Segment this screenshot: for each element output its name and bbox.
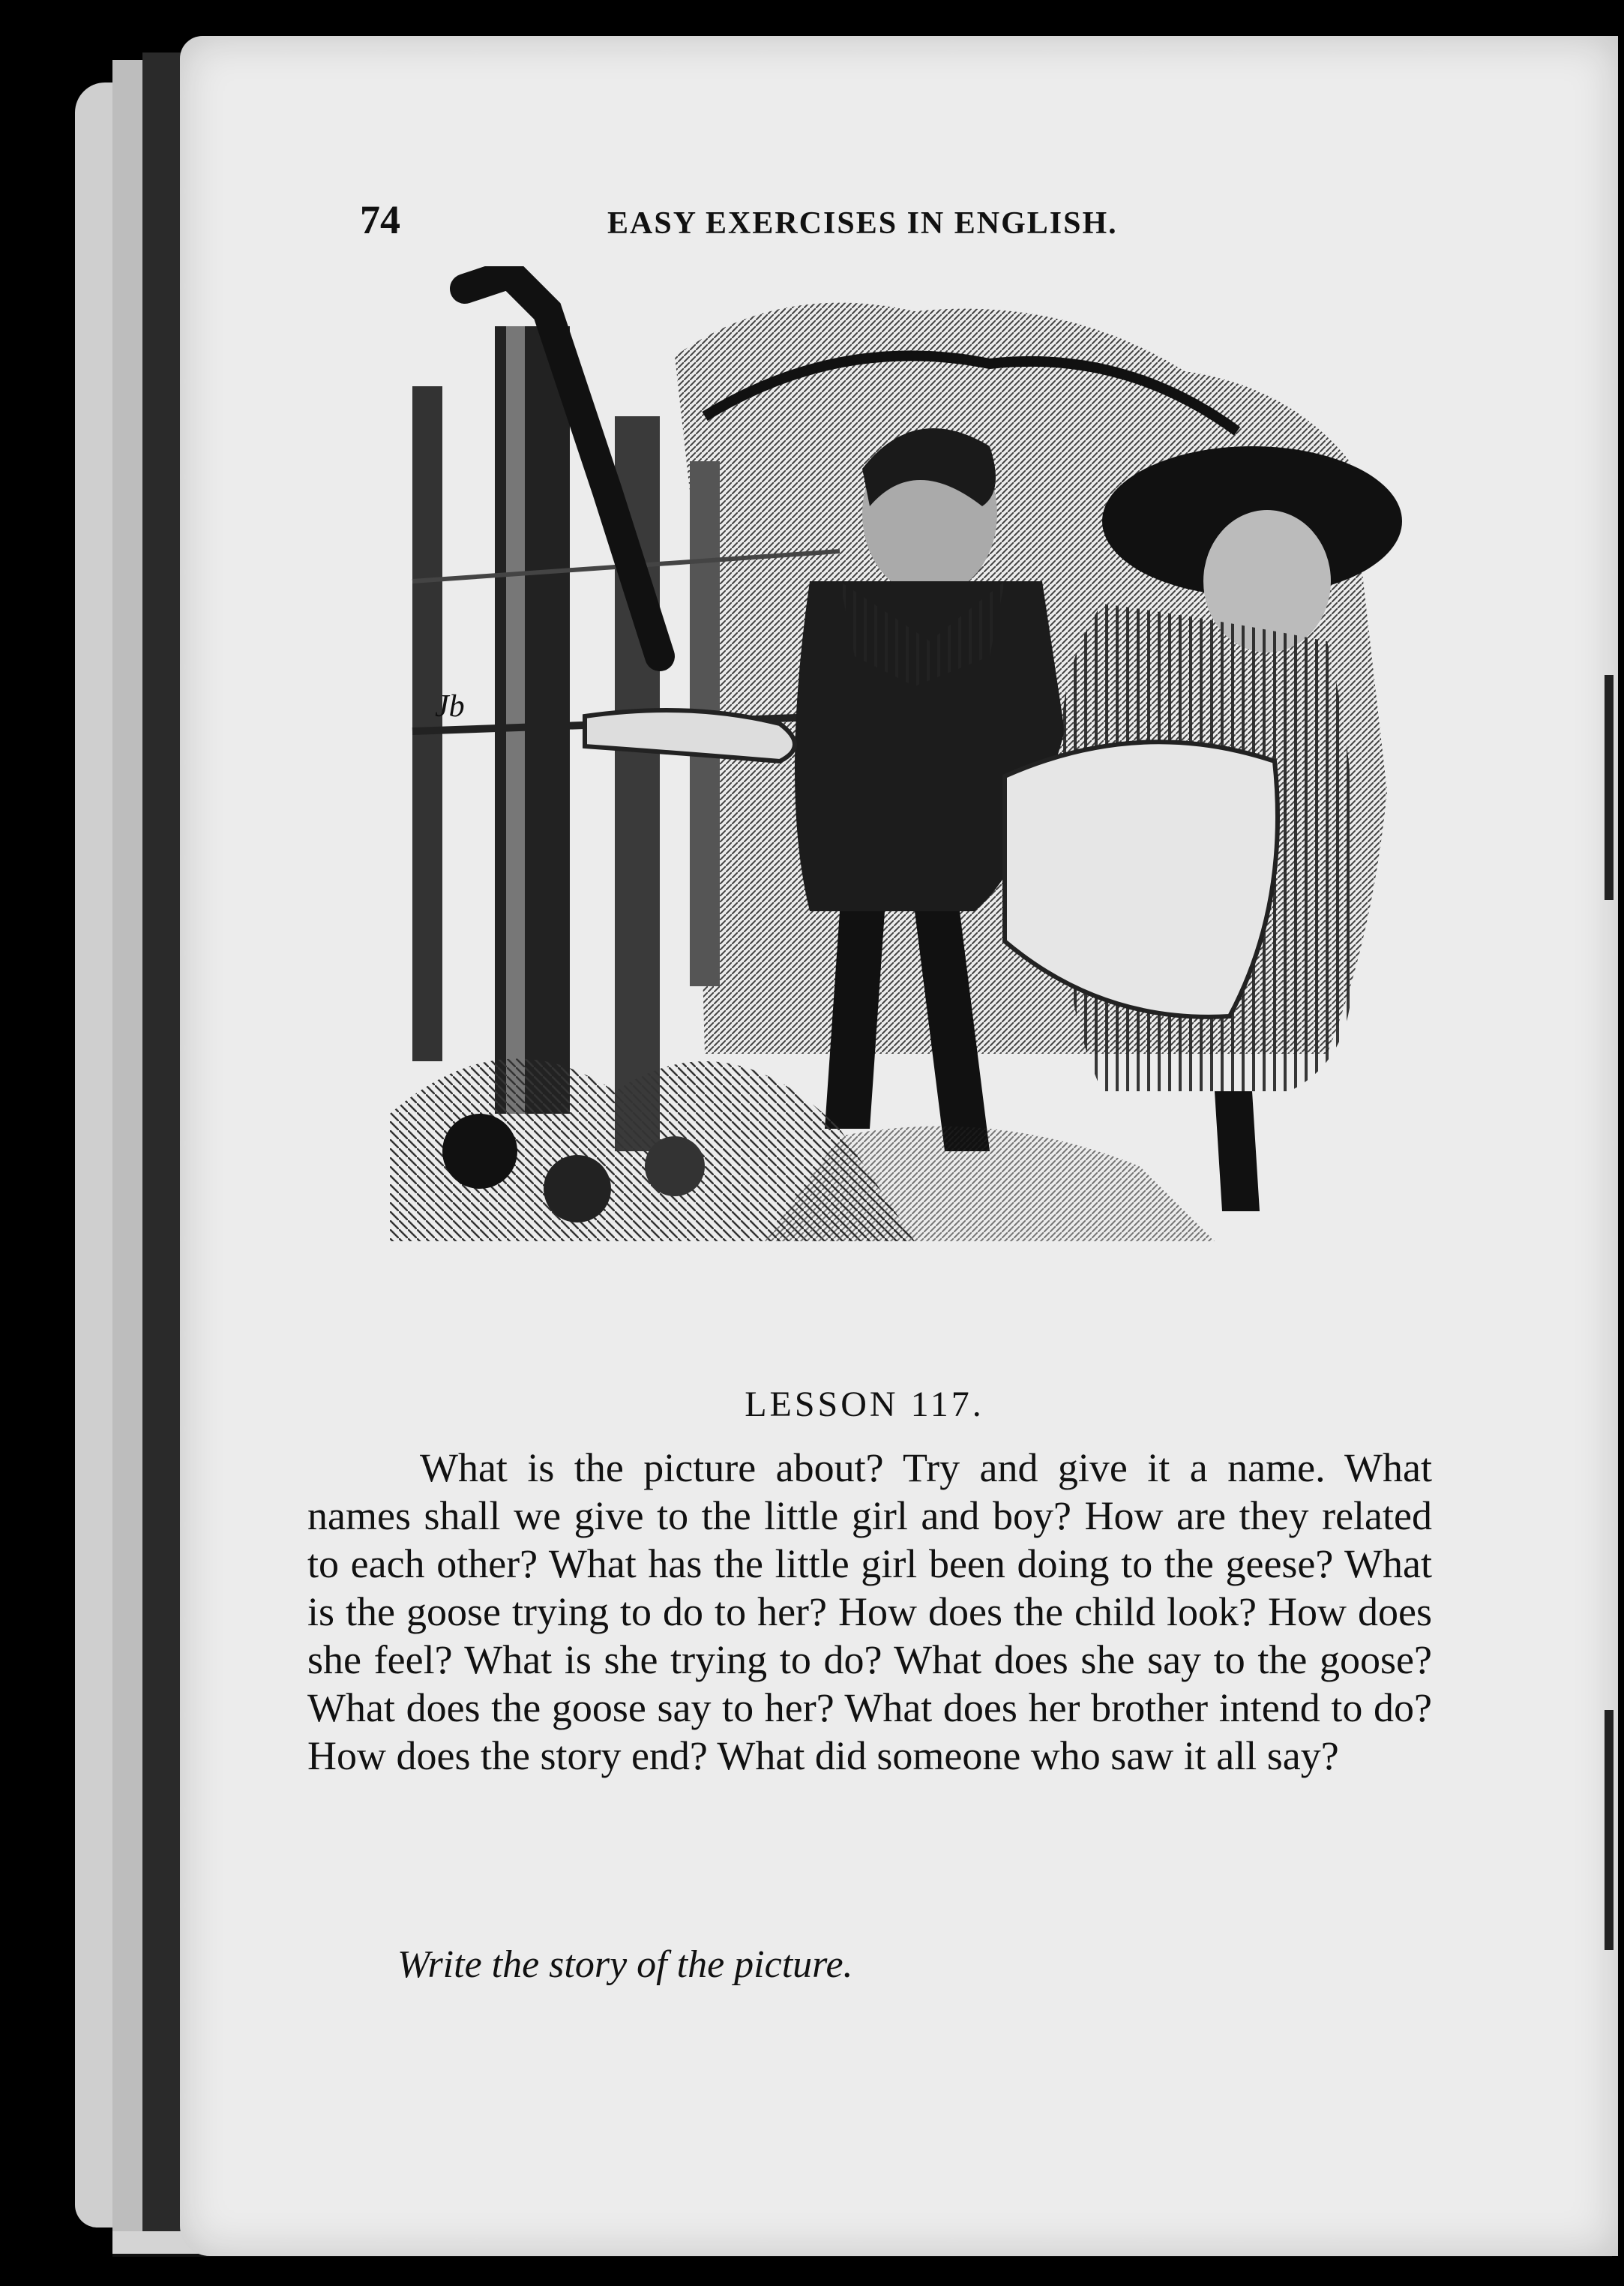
page-edge-mark	[1605, 1710, 1614, 1950]
fence-post	[412, 386, 442, 1061]
illustrator-monogram: Jb	[435, 689, 465, 724]
running-title: EASY EXERCISES IN ENGLISH.	[607, 206, 1118, 241]
engraving-illustration	[390, 266, 1455, 1316]
lesson-instruction: Write the story of the picture.	[397, 1943, 853, 1986]
page-header	[360, 196, 1260, 256]
lesson-questions: What is the picture about? Try and give it a name. What names shall we give to the little girl and boy? How are they related to each other? What has the little girl been doing to the geese? What is the goose trying to do to her? How does the child look? How does she feel? What is she trying to do? What does she say to the goose? What does the goose say to her? What does her brother intend to do? How does the story end? What did someone who saw it all say?	[307, 1445, 1432, 1778]
page-number: 74	[360, 197, 400, 242]
page-edge-mark	[1605, 675, 1614, 900]
lesson-heading: LESSON 117.	[745, 1384, 984, 1424]
